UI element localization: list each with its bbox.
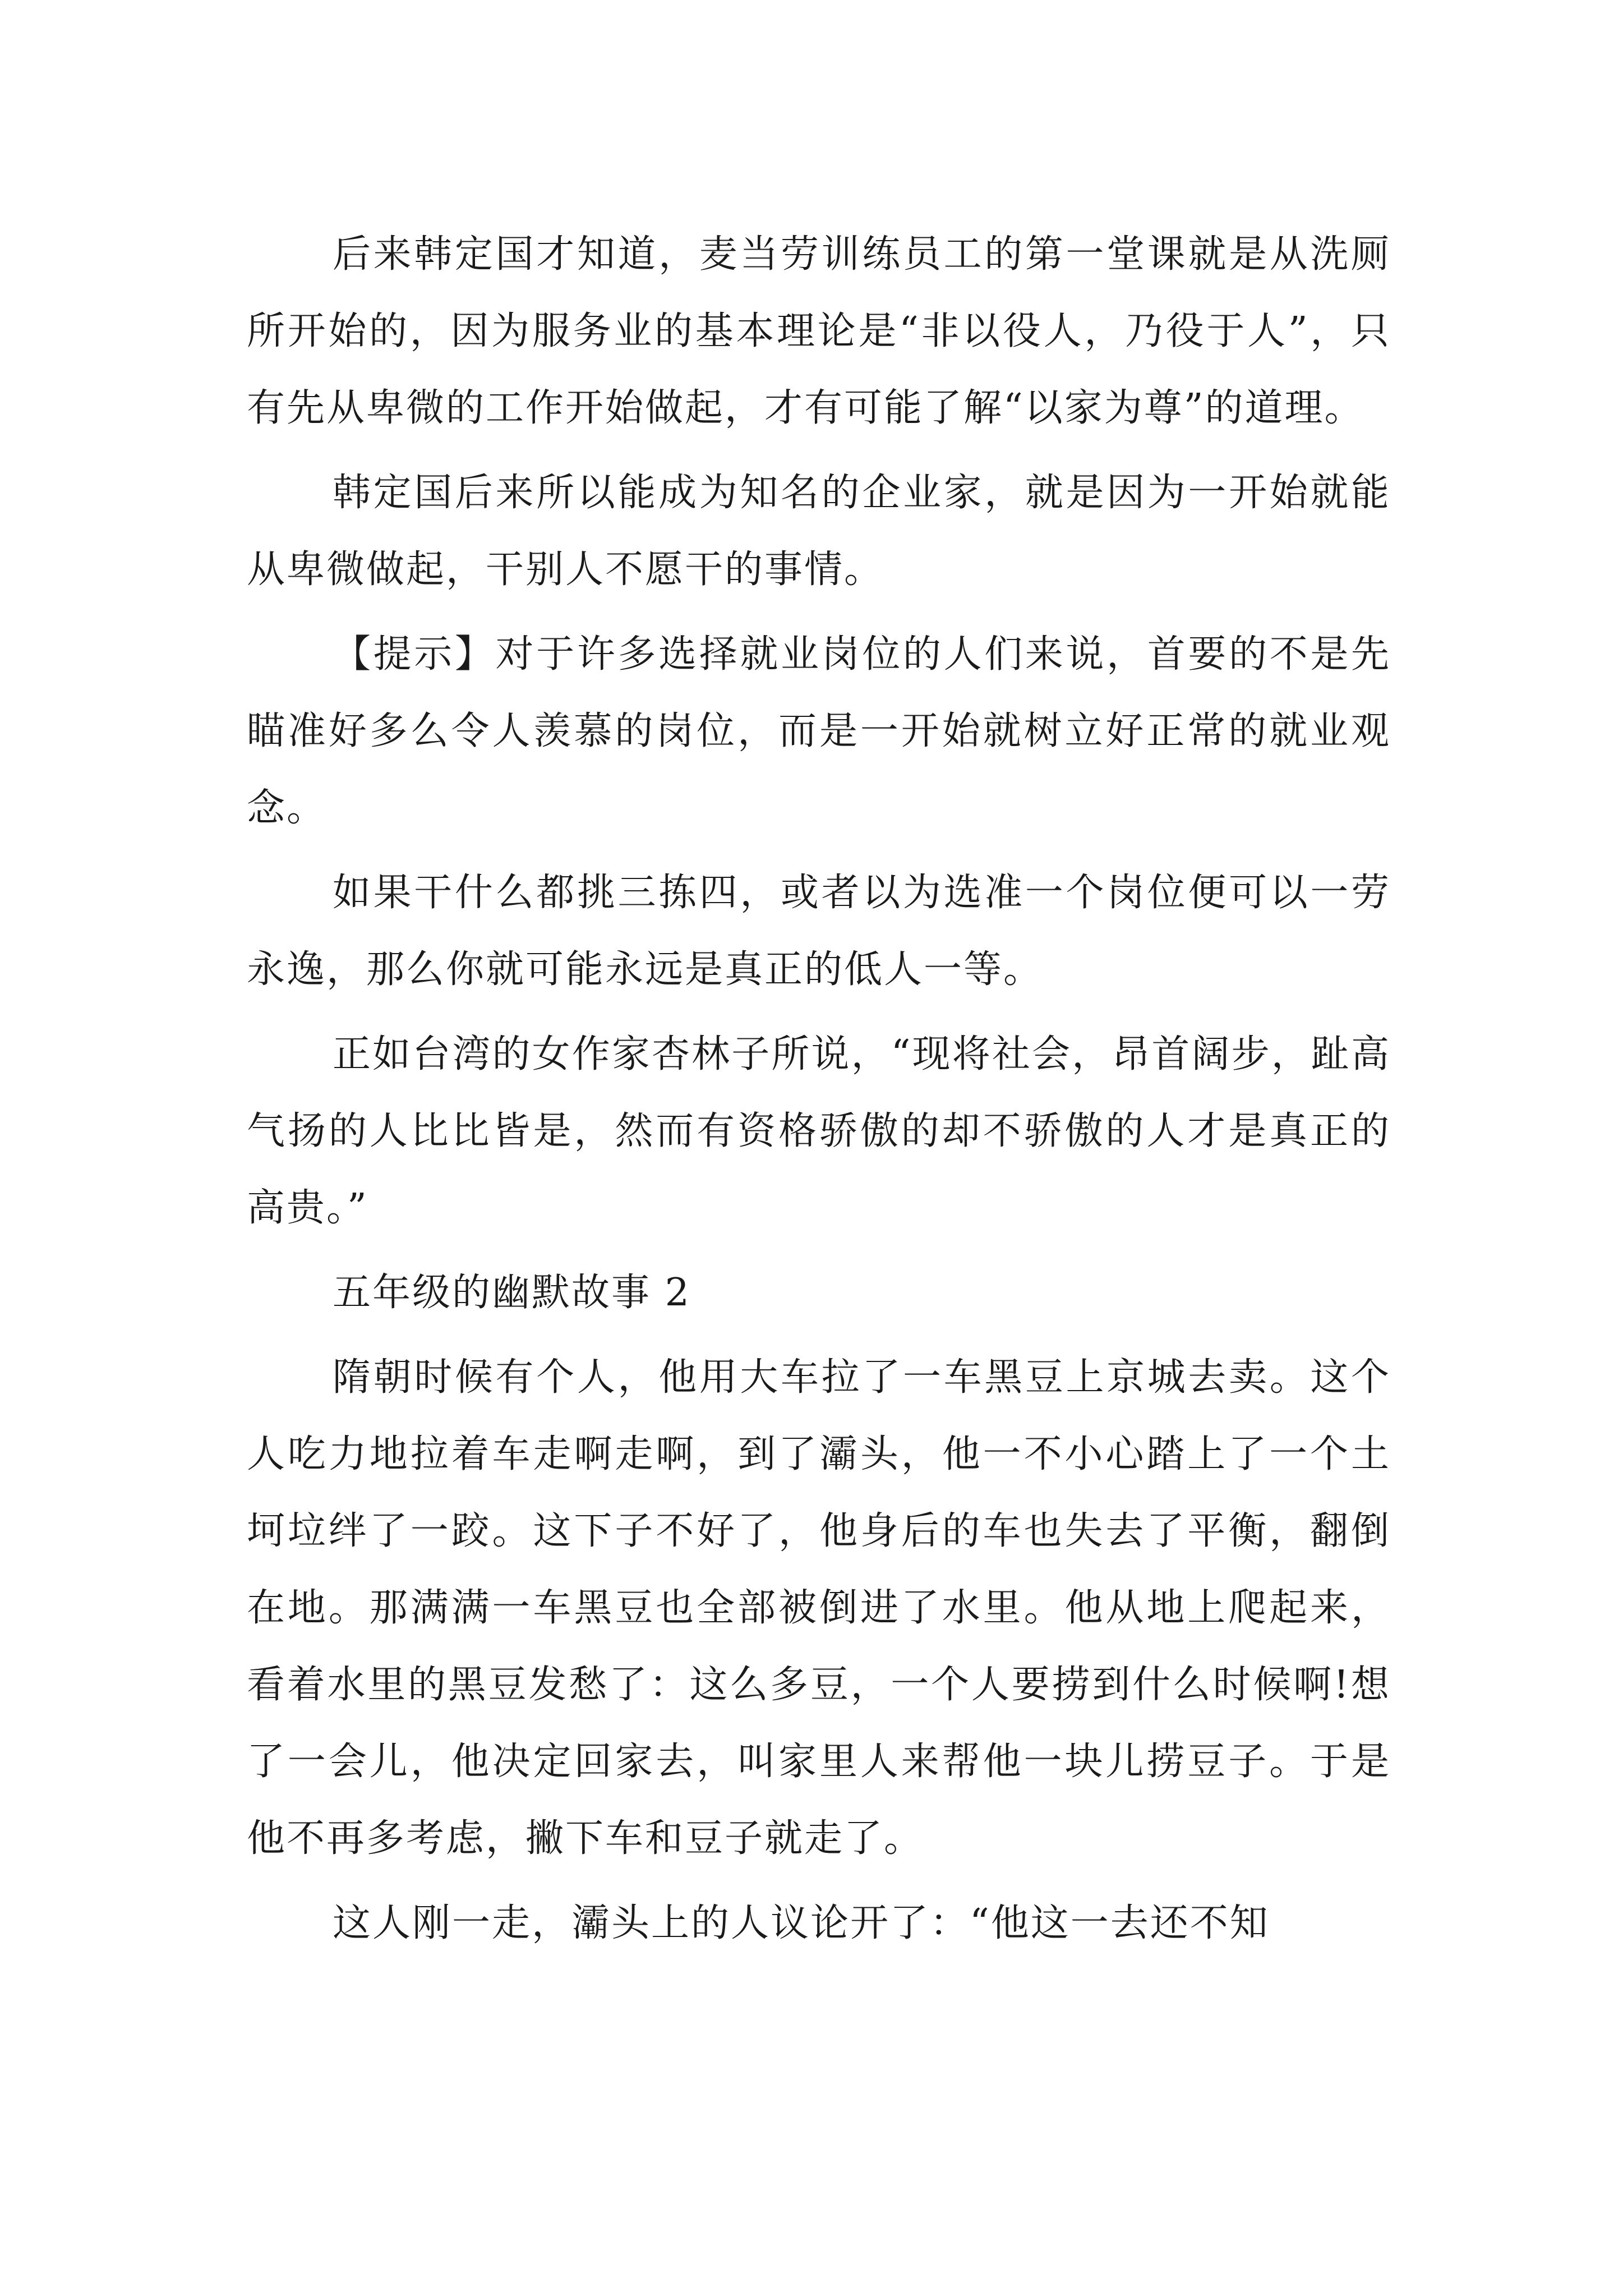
paragraph-3: 【提示】对于许多选择就业岗位的人们来说，首要的不是先瞄准好多么令人羡慕的岗位，而是一开始就树立好正常的就业观念。 <box>247 632 1391 830</box>
paragraph-1: 后来韩定国才知道，麦当劳训练员工的第一堂课就是从洗厕所开始的，因为服务业的基本理论是“非以役人，乃役于人”，只有先从卑微的工作开始做起，才有可能了解“以家为尊”的道理。 <box>247 232 1391 430</box>
story-paragraph-2: 这人刚一走，灞头上的人议论开了：“他这一去还不知 <box>333 1901 1270 1945</box>
story-paragraph-1: 隋朝时候有个人，他用大车拉了一车黑豆上京城去卖。这个人吃力地拉着车走啊走啊，到了灞头，他一不小心踏上了一个土坷垃绊了一跤。这下子不好了，他身后的车也失去了平衡，翻倒在地。那满满一车黑豆也全部被倒进了水里。他从地上爬起来，看着水里的黑豆发愁了：这么多豆，一个人要捞到什么时候啊!想了一会儿，他决定回家去，叫家里人来帮他一块儿捞豆子。于是他不再多考虑，撇下车和豆子就走了。 <box>247 1355 1391 1861</box>
paragraph-4: 如果干什么都挑三拣四，或者以为选准一个岗位便可以一劳永逸，那么你就可能永远是真正的低人一等。 <box>247 871 1391 992</box>
paragraph-5: 正如台湾的女作家杏林子所说，“现将社会，昂首阔步，趾高气扬的人比比皆是，然而有资格骄傲的却不骄傲的人才是真正的高贵。” <box>247 1032 1391 1230</box>
document-body <box>247 216 1391 1970</box>
section-title: 五年级的幽默故事 2 <box>333 1271 691 1315</box>
paragraph-2: 韩定国后来所以能成为知名的企业家，就是因为一开始就能从卑微做起，干别人不愿干的事情。 <box>247 471 1391 592</box>
